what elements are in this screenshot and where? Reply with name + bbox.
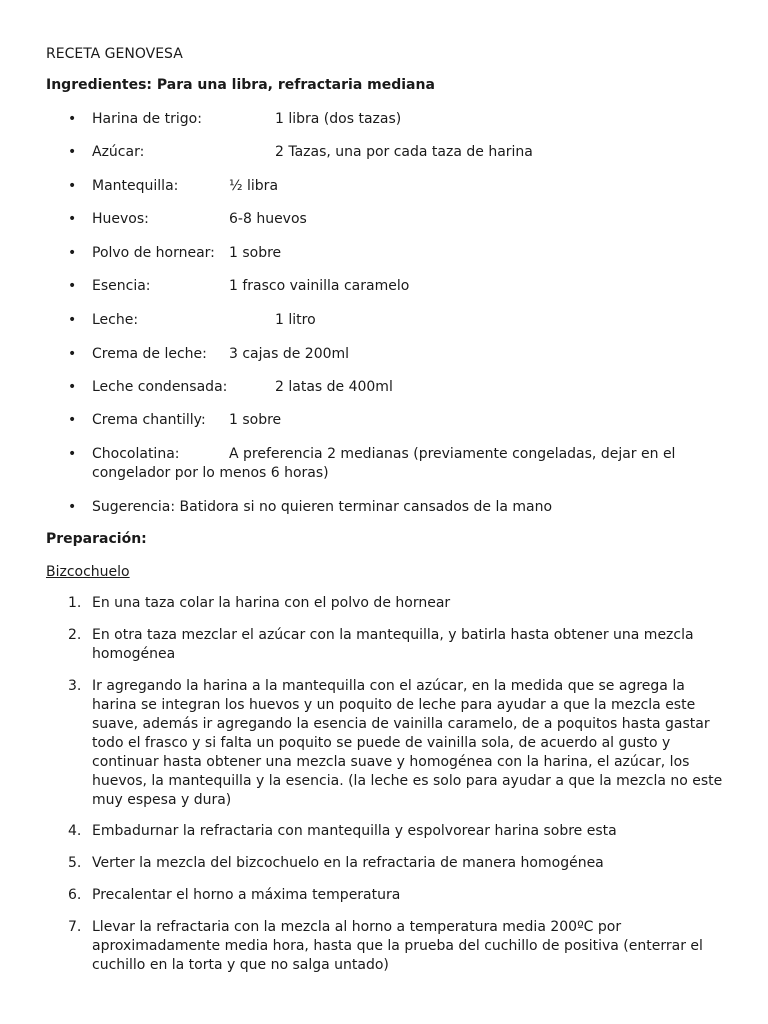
bullet-icon: • bbox=[68, 346, 77, 362]
ingredient-name: Huevos: bbox=[92, 211, 149, 227]
bullet-icon: • bbox=[68, 178, 77, 194]
step-text: Precalentar el horno a máxima temperatura bbox=[92, 887, 401, 903]
ingredient-qty: 6-8 huevos bbox=[229, 211, 307, 227]
ingredient-qty: 1 litro bbox=[275, 312, 316, 328]
bullet-icon: • bbox=[68, 499, 77, 515]
ingredient-qty: 1 sobre bbox=[229, 412, 282, 428]
ingredient-qty: 2 Tazas, una por cada taza de harina bbox=[275, 144, 533, 160]
step-number: 4. bbox=[68, 823, 82, 839]
ingredient-name: Leche condensada: bbox=[92, 379, 228, 395]
bullet-icon: • bbox=[68, 144, 77, 160]
bullet-icon: • bbox=[68, 379, 77, 395]
step-number: 6. bbox=[68, 887, 82, 903]
bizcochuelo-subheading: Bizcochuelo bbox=[46, 564, 130, 580]
step-number: 5. bbox=[68, 855, 82, 871]
ingredient-qty: 1 sobre bbox=[229, 245, 282, 261]
ingredient-qty: 1 frasco vainilla caramelo bbox=[229, 278, 410, 294]
bullet-icon: • bbox=[68, 446, 77, 462]
ingredient-name: Crema de leche: bbox=[92, 346, 207, 362]
ingredient-name: Esencia: bbox=[92, 278, 151, 294]
step-text: Llevar la refractaria con la mezcla al horno a temperatura media 200ºC por aproximadamente media hora, hasta que la prueba del cuchillo de positiva (enterrar el cuchillo en la torta y que no salga untado) bbox=[92, 919, 703, 973]
ingredient-item bbox=[0, 445, 768, 485]
step-number: 1. bbox=[68, 595, 82, 611]
ingredient-qty: 1 libra (dos tazas) bbox=[275, 111, 402, 127]
ingredient-name: Polvo de hornear: bbox=[92, 245, 215, 261]
step-number: 7. bbox=[68, 919, 82, 935]
bullet-icon: • bbox=[68, 245, 77, 261]
ingredient-name: Crema chantilly: bbox=[92, 412, 206, 428]
ingredient-name: Chocolatina: bbox=[92, 446, 180, 462]
step-text: En otra taza mezclar el azúcar con la mantequilla, y batirla hasta obtener una mezcla homogénea bbox=[92, 627, 694, 662]
ingredient-name: Sugerencia: Batidora si no quieren terminar cansados de la mano bbox=[92, 499, 553, 515]
ingredients-heading: Ingredientes: Para una libra, refractaria mediana bbox=[46, 77, 435, 93]
bullet-icon: • bbox=[68, 211, 77, 227]
ingredient-name: Azúcar: bbox=[92, 144, 145, 160]
ingredient-qty: 3 cajas de 200ml bbox=[229, 346, 350, 362]
bullet-icon: • bbox=[68, 312, 77, 328]
recipe-title: RECETA GENOVESA bbox=[46, 46, 183, 62]
ingredient-name: Mantequilla: bbox=[92, 178, 179, 194]
bullet-icon: • bbox=[68, 412, 77, 428]
step-number: 2. bbox=[68, 627, 82, 643]
ingredient-wrapped-line bbox=[92, 445, 712, 483]
step-number: 3. bbox=[68, 678, 82, 694]
ingredient-qty: ½ libra bbox=[229, 178, 279, 194]
ingredient-qty: 2 latas de 400ml bbox=[275, 379, 393, 395]
step-text: Verter la mezcla del bizcochuelo en la refractaria de manera homogénea bbox=[92, 855, 604, 871]
step-text: Embadurnar la refractaria con mantequilla y espolvorear harina sobre esta bbox=[92, 823, 617, 839]
step-text: Ir agregando la harina a la mantequilla con el azúcar, en la medida que se agrega la harina se integran los huevos y un poquito de leche para ayudar a que la mezcla este suave, además ir agregando la esencia de vainilla caramelo, de a poquitos hasta gastar todo el frasco y si falta un poquito se puede de vainilla sola, de acuerdo al gusto y continuar hasta obtener una mezcla suave y homogénea con la harina, el azúcar, los huevos, la mantequilla y la esencia. (la leche es solo para ayudar a que la mezcla no este muy espesa y dura) bbox=[92, 678, 723, 808]
ingredient-name: Leche: bbox=[92, 312, 139, 328]
bullet-icon: • bbox=[68, 111, 77, 127]
step-text: En una taza colar la harina con el polvo de hornear bbox=[92, 595, 451, 611]
ingredient-name: Harina de trigo: bbox=[92, 111, 202, 127]
preparation-heading: Preparación: bbox=[46, 531, 147, 547]
ingredient-qty: A preferencia 2 medianas (previamente congeladas, dejar en el congelador por lo menos 6 horas) bbox=[92, 446, 676, 481]
bullet-icon: • bbox=[68, 278, 77, 294]
